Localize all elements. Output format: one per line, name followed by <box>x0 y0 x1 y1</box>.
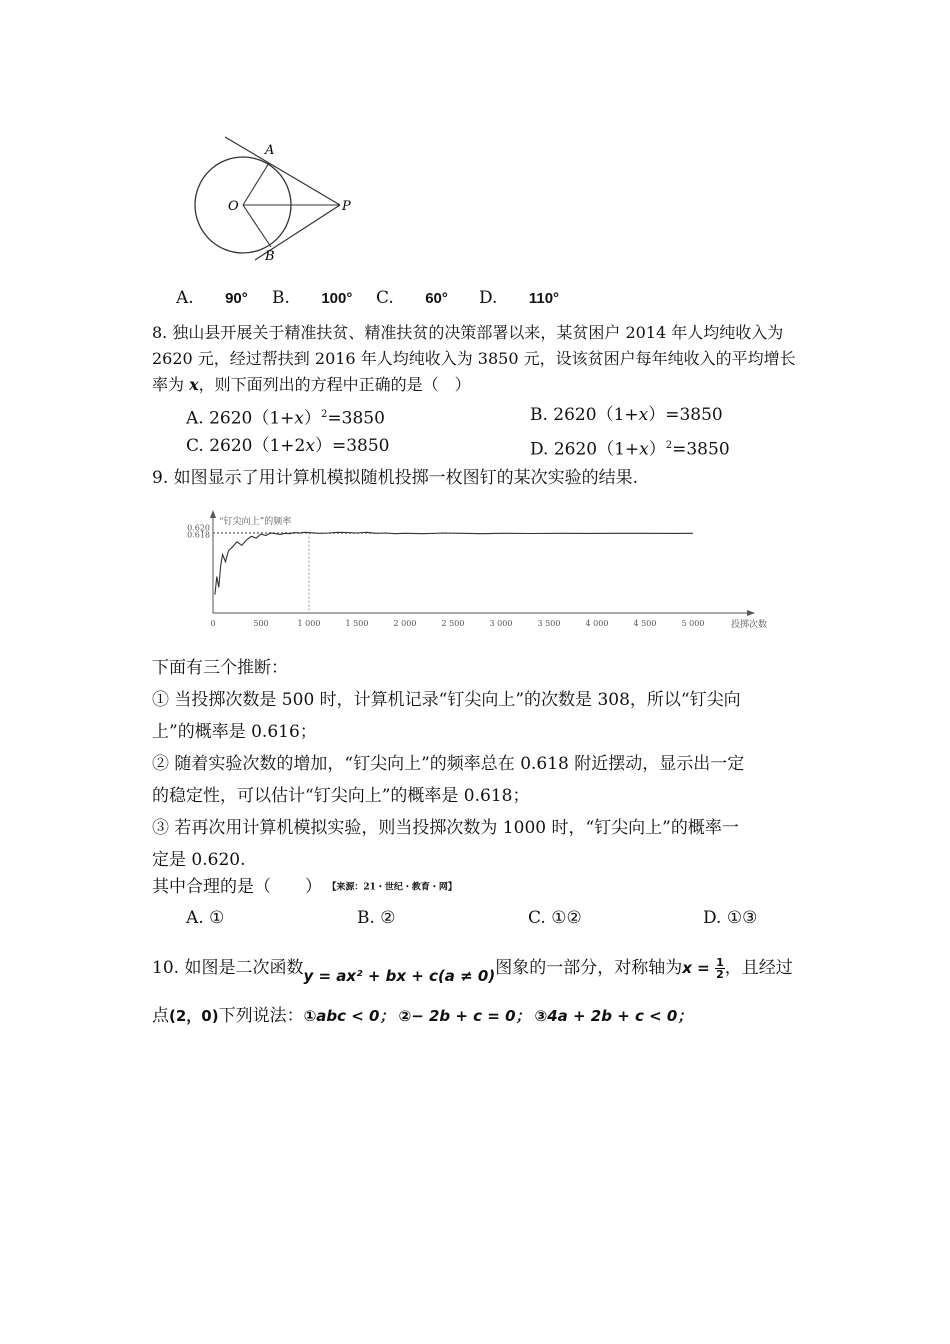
q10-statement-1: ①abc < 0； <box>303 1007 395 1025</box>
q9-statement-2b: 的稳定性，可以估计“钉尖向上”的概率是 0.618； <box>152 786 530 806</box>
q7-option-b <box>272 287 352 310</box>
q9-statement-1b: 上”的概率是 0.616； <box>152 722 317 742</box>
circle-tangent-figure <box>185 130 375 270</box>
q8-option-a-sup: 2 <box>321 409 328 420</box>
q9-statement-1a: ① 当投掷次数是 500 时，计算机记录“钉尖向上”的次数是 308，所以“钉尖向 <box>152 690 741 710</box>
tangent-line-a <box>225 137 340 205</box>
q10-point: (2，0) <box>169 1007 219 1025</box>
q9-ask <box>152 876 457 899</box>
frequency-chart <box>175 510 795 635</box>
q8-option-c-var: x <box>305 436 315 456</box>
q9-ask-text: 其中合理的是（ ） <box>152 877 322 897</box>
x-tick-label: 4 000 <box>585 619 609 628</box>
y-axis-arrow <box>210 510 216 518</box>
q7-option-a-value: 90° <box>225 290 248 307</box>
q9-option-d: D. ①③ <box>703 908 758 928</box>
x-tick-label: 500 <box>253 619 269 628</box>
y-tick-label: 0.618 <box>187 530 210 540</box>
q8-option-d-sup: 2 <box>665 440 673 451</box>
q10-line2-pre: 点 <box>152 1006 169 1026</box>
q8-option-a <box>186 404 385 430</box>
x-tick-label: 3 000 <box>489 619 513 628</box>
q7-option-c-value: 60° <box>425 290 448 307</box>
segment-ob <box>243 205 271 247</box>
q10-axis-num: 1 <box>716 956 724 969</box>
label-o: O <box>228 199 239 214</box>
frequency-series-line <box>215 532 693 594</box>
q8-option-d-post: =3850 <box>672 439 730 460</box>
q8-option-a-var: x <box>294 408 305 429</box>
q7-option-a-letter: A. <box>176 288 194 308</box>
q8-option-a-post: =3850 <box>327 408 385 429</box>
x-tick-label: 0 <box>210 619 216 628</box>
q7-option-d-value: 110° <box>528 290 560 307</box>
q8-option-b-pre: B. 2620（1+ <box>530 405 639 425</box>
q8-option-b-post: ）=3850 <box>648 405 723 425</box>
y-tick-label: 0.620 <box>187 523 210 533</box>
x-tick-label: 1 000 <box>297 619 321 628</box>
q8-option-a-mid: ） <box>304 408 322 429</box>
q10-pre: 10. 如图是二次函数 <box>152 958 304 978</box>
q8-line-1: 8. 独山县开展关于精准扶贫、精准扶贫的决策部署以来，某贫困户 2014 年人均纯收入为 <box>152 323 784 342</box>
segment-oa <box>243 163 269 205</box>
q7-option-c-letter: C. <box>376 288 394 308</box>
label-p: P <box>342 199 351 214</box>
q10-line2-mid: 下列说法： <box>218 1006 304 1026</box>
x-axis-arrow <box>747 610 755 616</box>
label-b: B <box>265 249 275 264</box>
q10-axis-den: 2 <box>716 968 724 981</box>
q9-stem: 9. 如图显示了用计算机模拟随机投掷一枚图钉的某次实验的结果. <box>152 468 639 488</box>
q8-line-3-b: ，则下面列出的方程中正确的是（ ） <box>198 375 471 394</box>
q8-option-c <box>186 435 389 457</box>
x-tick-label: 3 500 <box>537 619 561 628</box>
q10-statement-2: ②− 2b + c = 0； <box>398 1007 531 1025</box>
y-axis-label: “钉尖向上”的频率 <box>219 517 292 527</box>
q7-option-b-value: 100° <box>321 290 353 307</box>
q9-option-a: A. ① <box>186 908 225 928</box>
x-axis-label: 投掷次数 <box>731 620 768 630</box>
q7-option-b-letter: B. <box>272 288 290 308</box>
q9-statement-3a: ③ 若再次用计算机模拟实验，则当投掷次数为 1000 时，“钉尖向上”的概率一 <box>152 818 739 838</box>
q7-option-a <box>176 287 248 310</box>
q7-option-d <box>479 287 559 310</box>
q10-axis-eq: x = <box>682 959 710 977</box>
q10-axis-fraction <box>715 957 725 980</box>
q9-statement-3b: 定是 0.620. <box>152 850 246 870</box>
q9-option-b: B. ② <box>357 908 396 928</box>
q9-option-c: C. ①② <box>528 908 582 928</box>
q8-option-d-pre: D. 2620（1+ <box>530 439 640 460</box>
q9-intro: 下面有三个推断： <box>152 658 288 678</box>
q8-line-3-a: 率为 <box>152 375 190 394</box>
q10-formula: y = ax² + bx + c(a ≠ 0) <box>303 967 496 985</box>
q7-option-c <box>376 287 448 310</box>
q9-statement-2a: ② 随着实验次数的增加，“钉尖向上”的频率总在 0.618 附近摆动，显示出一定 <box>152 754 745 774</box>
q8-line-3 <box>152 374 471 396</box>
q8-option-d <box>530 435 730 461</box>
q8-option-d-var: x <box>639 439 649 460</box>
q8-option-b <box>530 404 723 426</box>
label-a: A <box>265 143 275 158</box>
q8-option-a-pre: A. 2620（1+ <box>186 408 295 429</box>
q10-line-1 <box>152 956 793 985</box>
q10-statement-3: ③4a + 2b + c < 0； <box>534 1007 693 1025</box>
q8-option-b-var: x <box>638 405 649 425</box>
x-tick-label: 2 500 <box>441 619 465 628</box>
q10-line-2 <box>152 1005 692 1027</box>
x-tick-label: 4 500 <box>633 619 657 628</box>
x-tick-label: 5 000 <box>681 619 705 628</box>
q9-source: 【来源：21・世纪・教育・网】 <box>327 882 457 893</box>
q7-option-d-letter: D. <box>479 288 498 308</box>
q10-mid: 图象的一部分，对称轴为 <box>495 958 683 978</box>
q10-post: ，且经过 <box>724 958 793 978</box>
q8-option-d-mid: ） <box>648 439 666 460</box>
q8-option-c-post: ）=3850 <box>314 436 390 456</box>
x-tick-label: 2 000 <box>393 619 417 628</box>
q8-line-3-var: x <box>189 375 199 394</box>
q8-option-c-pre: C. 2620（1+2 <box>186 436 306 456</box>
q8-line-2: 2620 元，经过帮扶到 2016 年人均纯收入为 3850 元，设该贫困户每年纯收入的平均增长 <box>152 349 796 368</box>
x-tick-label: 1 500 <box>345 619 369 628</box>
